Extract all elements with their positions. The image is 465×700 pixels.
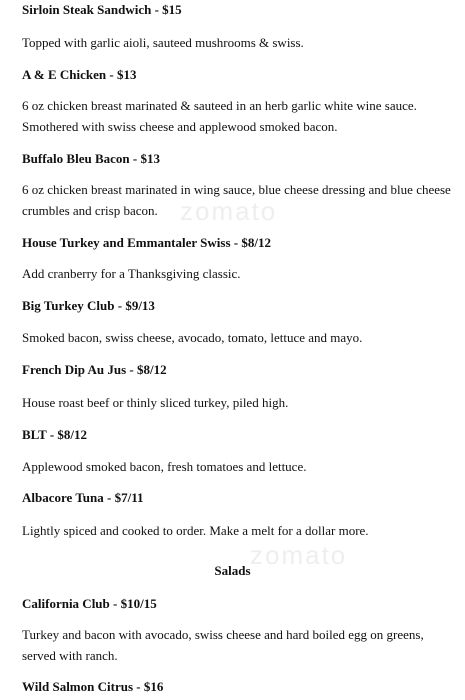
item-description: House roast beef or thinly sliced turkey, piled high. [22, 395, 289, 410]
item-title: House Turkey and Emmantaler Swiss - $8/12 [22, 235, 271, 250]
item-description: Turkey and bacon with avocado, swiss cheese and hard boiled egg on greens, served with ranch. [22, 627, 424, 663]
item-title: Albacore Tuna - $7/11 [22, 490, 144, 505]
item-description: Add cranberry for a Thanksgiving classic. [22, 266, 241, 281]
watermark: zomato [250, 540, 348, 570]
section-heading-salads: Salads [214, 563, 251, 578]
item-description: Topped with garlic aioli, sauteed mushrooms & swiss. [22, 35, 304, 50]
item-title: BLT - $8/12 [22, 427, 88, 442]
item-title: California Club - $10/15 [22, 596, 157, 611]
item-title: Buffalo Bleu Bacon - $13 [22, 151, 160, 166]
item-description: Lightly spiced and cooked to order. Make a melt for a dollar more. [22, 523, 369, 538]
item-title: Wild Salmon Citrus - $16 [22, 679, 164, 694]
item-description: Applewood smoked bacon, fresh tomatoes and lettuce. [22, 459, 307, 474]
item-title: French Dip Au Jus - $8/12 [22, 362, 167, 377]
item-description: 6 oz chicken breast marinated in wing sauce, blue cheese dressing and blue cheese crumbles and crisp bacon. [22, 182, 451, 218]
item-title: Big Turkey Club - $9/13 [22, 298, 155, 313]
item-title: A & E Chicken - $13 [22, 67, 137, 82]
watermark: zomato [180, 196, 278, 226]
item-title: Sirloin Steak Sandwich - $15 [22, 2, 182, 17]
item-description: 6 oz chicken breast marinated & sauteed in an herb garlic white wine sauce. Smothered with swiss cheese and applewood smoked bacon. [22, 98, 417, 134]
item-description: Smoked bacon, swiss cheese, avocado, tomato, lettuce and mayo. [22, 330, 363, 345]
